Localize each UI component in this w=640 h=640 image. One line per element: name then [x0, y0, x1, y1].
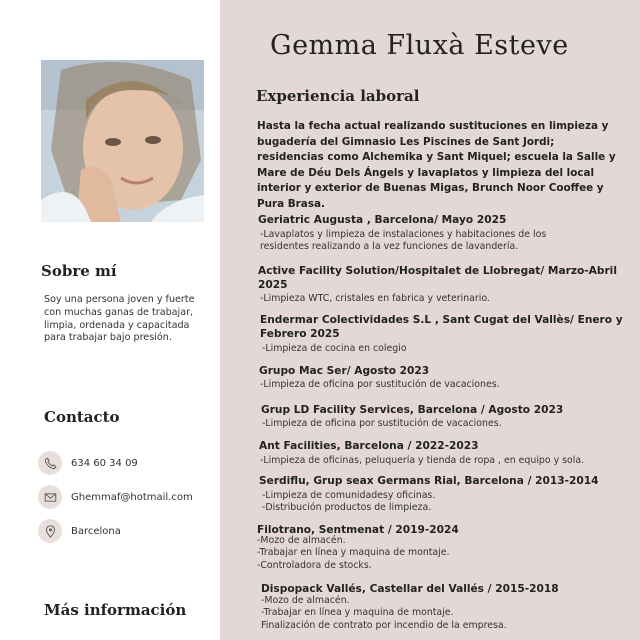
job-title: Grup LD Facility Services, Barcelona / Agosto 2023: [261, 404, 564, 416]
profile-photo-image: [41, 60, 204, 222]
job-description: -Limpieza de comunidadesy oficinas. -Distribución productos de limpieza.: [262, 490, 436, 514]
location-pin-icon: [38, 519, 62, 543]
mail-icon: [38, 485, 62, 509]
job-title: Filotrano, Sentmenat / 2019-2024: [257, 524, 459, 536]
job-description: -Lavaplatos y limpieza de instalaciones y habitaciones de los residentes realizando a la vez funciones de lavandería.: [260, 229, 547, 253]
job-description: -Limpieza WTC, cristales en fabrica y veterinario.: [260, 293, 490, 304]
job-title: Endermar Colectividades S.L , Sant Cugat del Vallès/ Enero y Febrero 2025: [260, 314, 623, 340]
phone-icon: [38, 451, 62, 475]
job-title: Grupo Mac Ser/ Agosto 2023: [259, 365, 430, 377]
job-description: -Limpieza de oficina por sustitución de vacaciones.: [260, 379, 500, 390]
job-description: -Limpieza de oficina por sustitución de vacaciones.: [262, 418, 502, 429]
experience-heading: Experiencia laboral: [256, 87, 420, 105]
job-description: -Mozo de almacén. -Trabajar en línea y maquina de montaje. -Controladora de stocks.: [257, 535, 450, 571]
job-description: -Limpieza de cocina en colegio: [262, 343, 407, 354]
about-heading: Sobre mí: [41, 262, 117, 280]
contact-phone[interactable]: 634 60 34 09: [71, 457, 138, 469]
job-description: -Limpieza de oficinas, peluquería y tienda de ropa , en equipo y sola.: [260, 455, 585, 466]
job-title: Geriatric Augusta , Barcelona/ Mayo 2025: [258, 214, 507, 226]
contact-location-row: [38, 519, 121, 543]
about-text: Soy una persona joven y fuerte con muchas ganas de trabajar, limpia, ordenada y capacitada para trabajar bajo presión.: [44, 294, 195, 344]
contact-location: Barcelona: [71, 525, 121, 537]
job-title: Active Facility Solution/Hospitalet de Llobregat/ Marzo-Abril 2025: [258, 265, 617, 291]
job-description: -Mozo de almacén. -Trabajar en línea y maquina de montaje. Finalización de contrato por incendio de la empresa.: [261, 595, 507, 631]
more-info-heading: Más información: [44, 601, 187, 619]
job-title: Serdiflu, Grup seax Germans Rial, Barcelona / 2013-2014: [259, 475, 599, 487]
contact-email-row: [38, 485, 193, 509]
contact-email[interactable]: Ghemmaf@hotmail.com: [71, 491, 193, 503]
experience-summary: Hasta la fecha actual realizando sustituciones en limpieza y bugadería del Gimnasio Les Piscines de Sant Jordi; residencias como Alchemika y Sant Miquel; escuela la Salle y Mare de Déu Dels Ángels y lavaplatos y limpieza del local interior y exterior de Buenas Migas, Brunch Noor Cooffee y Pura Brasa.: [257, 120, 616, 210]
contact-heading: Contacto: [44, 408, 120, 426]
left-sidebar: [0, 0, 220, 640]
contact-phone-row: [38, 451, 138, 475]
profile-name: Gemma Fluxà Esteve: [270, 30, 569, 61]
job-title: Dispopack Vallés, Castellar del Vallés / 2015-2018: [261, 583, 559, 595]
profile-photo: [41, 60, 204, 222]
job-title: Ant Facilities, Barcelona / 2022-2023: [259, 440, 479, 452]
